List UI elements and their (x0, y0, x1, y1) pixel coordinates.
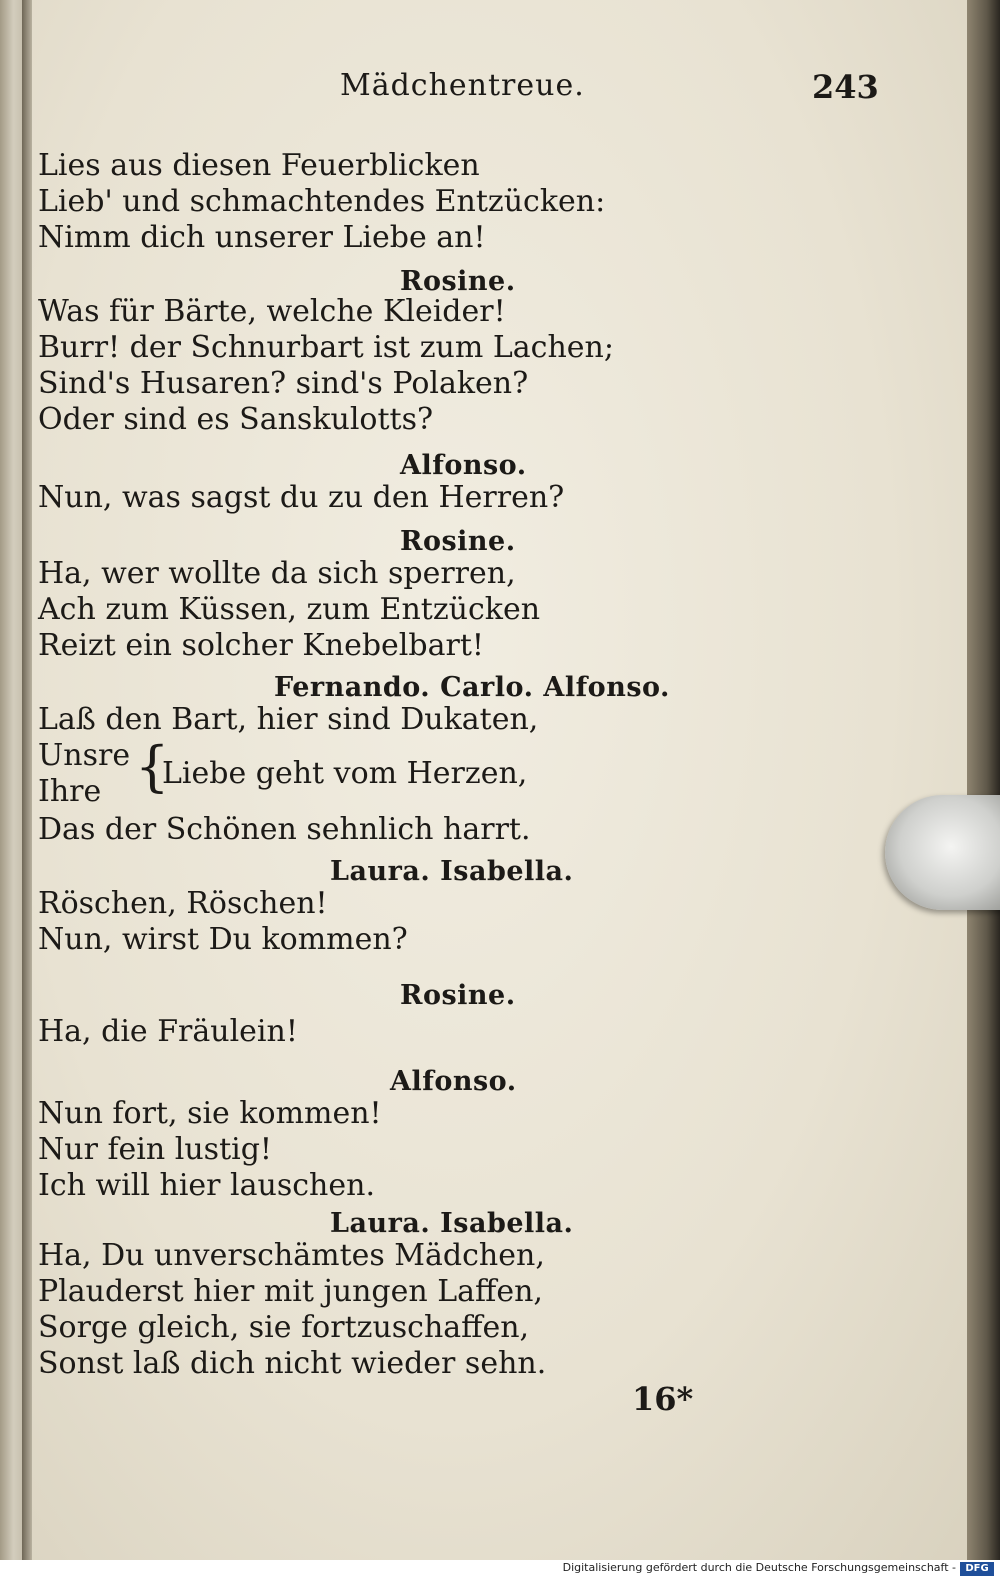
bleed-through-text (662, 120, 942, 408)
speaker-label: Laura. Isabella. (330, 856, 574, 887)
verse-line: Was für Bärte, welche Kleider! (38, 294, 506, 329)
speaker-label: Alfonso. (400, 450, 527, 481)
verse-line: Ach zum Küssen, zum Entzücken (38, 592, 541, 627)
verse-line: Unsre (38, 738, 131, 773)
verse-line: Lies aus diesen Feuerblicken (38, 148, 480, 183)
book-right-edge (967, 0, 1000, 1560)
signature-mark: 16* (632, 1380, 694, 1418)
verse-line: Röschen, Röschen! (38, 886, 328, 921)
speaker-label: Rosine. (400, 980, 516, 1011)
verse-line: Lieb' und schmachtendes Entzücken: (38, 184, 606, 219)
verse-line: Nun, wirst Du kommen? (38, 922, 408, 957)
verse-line: Nun, was sagst du zu den Herren? (38, 480, 565, 515)
speaker-label: Alfonso. (390, 1066, 517, 1097)
verse-line: Nun fort, sie kommen! (38, 1096, 382, 1131)
verse-line: Nur fein lustig! (38, 1132, 272, 1167)
verse-line: Burr! der Schnurbart ist zum Lachen; (38, 330, 614, 365)
speaker-label: Laura. Isabella. (330, 1208, 574, 1239)
page-header (32, 68, 967, 118)
verse-line: Oder sind es Sanskulotts? (38, 402, 434, 437)
speaker-label: Fernando. Carlo. Alfonso. (274, 672, 670, 703)
verse-line: Sind's Husaren? sind's Polaken? (38, 366, 529, 401)
book-page (32, 0, 970, 1560)
running-title: Mädchentreue. (340, 68, 585, 103)
verse-line: Ich will hier lauschen. (38, 1168, 375, 1203)
verse-line: Nimm dich unserer Liebe an! (38, 220, 486, 255)
verse-line: Laß den Bart, hier sind Dukaten, (38, 702, 539, 737)
speaker-label: Rosine. (400, 266, 516, 297)
footer-bar (0, 1560, 1000, 1578)
dfg-logo: DFG (960, 1562, 994, 1576)
footer-credit: Digitalisierung gefördert durch die Deutsche Forschungsgemeinschaft - (562, 1561, 956, 1574)
verse-line: Ha, wer wollte da sich sperren, (38, 556, 516, 591)
verse-line: Liebe geht vom Herzen, (162, 756, 528, 791)
verse-line: Das der Schönen sehnlich harrt. (38, 812, 531, 847)
curly-brace: { (135, 735, 170, 798)
verse-line: Reizt ein solcher Knebelbart! (38, 628, 484, 663)
verse-line: Sorge gleich, sie fortzuschaffen, (38, 1310, 530, 1345)
page-number: 243 (812, 68, 879, 106)
speaker-label: Rosine. (400, 526, 516, 557)
verse-line: Ha, die Fräulein! (38, 1014, 298, 1049)
page-clip (885, 795, 1000, 910)
verse-line: Sonst laß dich nicht wieder sehn. (38, 1346, 547, 1381)
verse-line: Ha, Du unverschämtes Mädchen, (38, 1238, 545, 1273)
verse-line: Plauderst hier mit jungen Laffen, (38, 1274, 543, 1309)
verse-line: Ihre (38, 774, 102, 809)
